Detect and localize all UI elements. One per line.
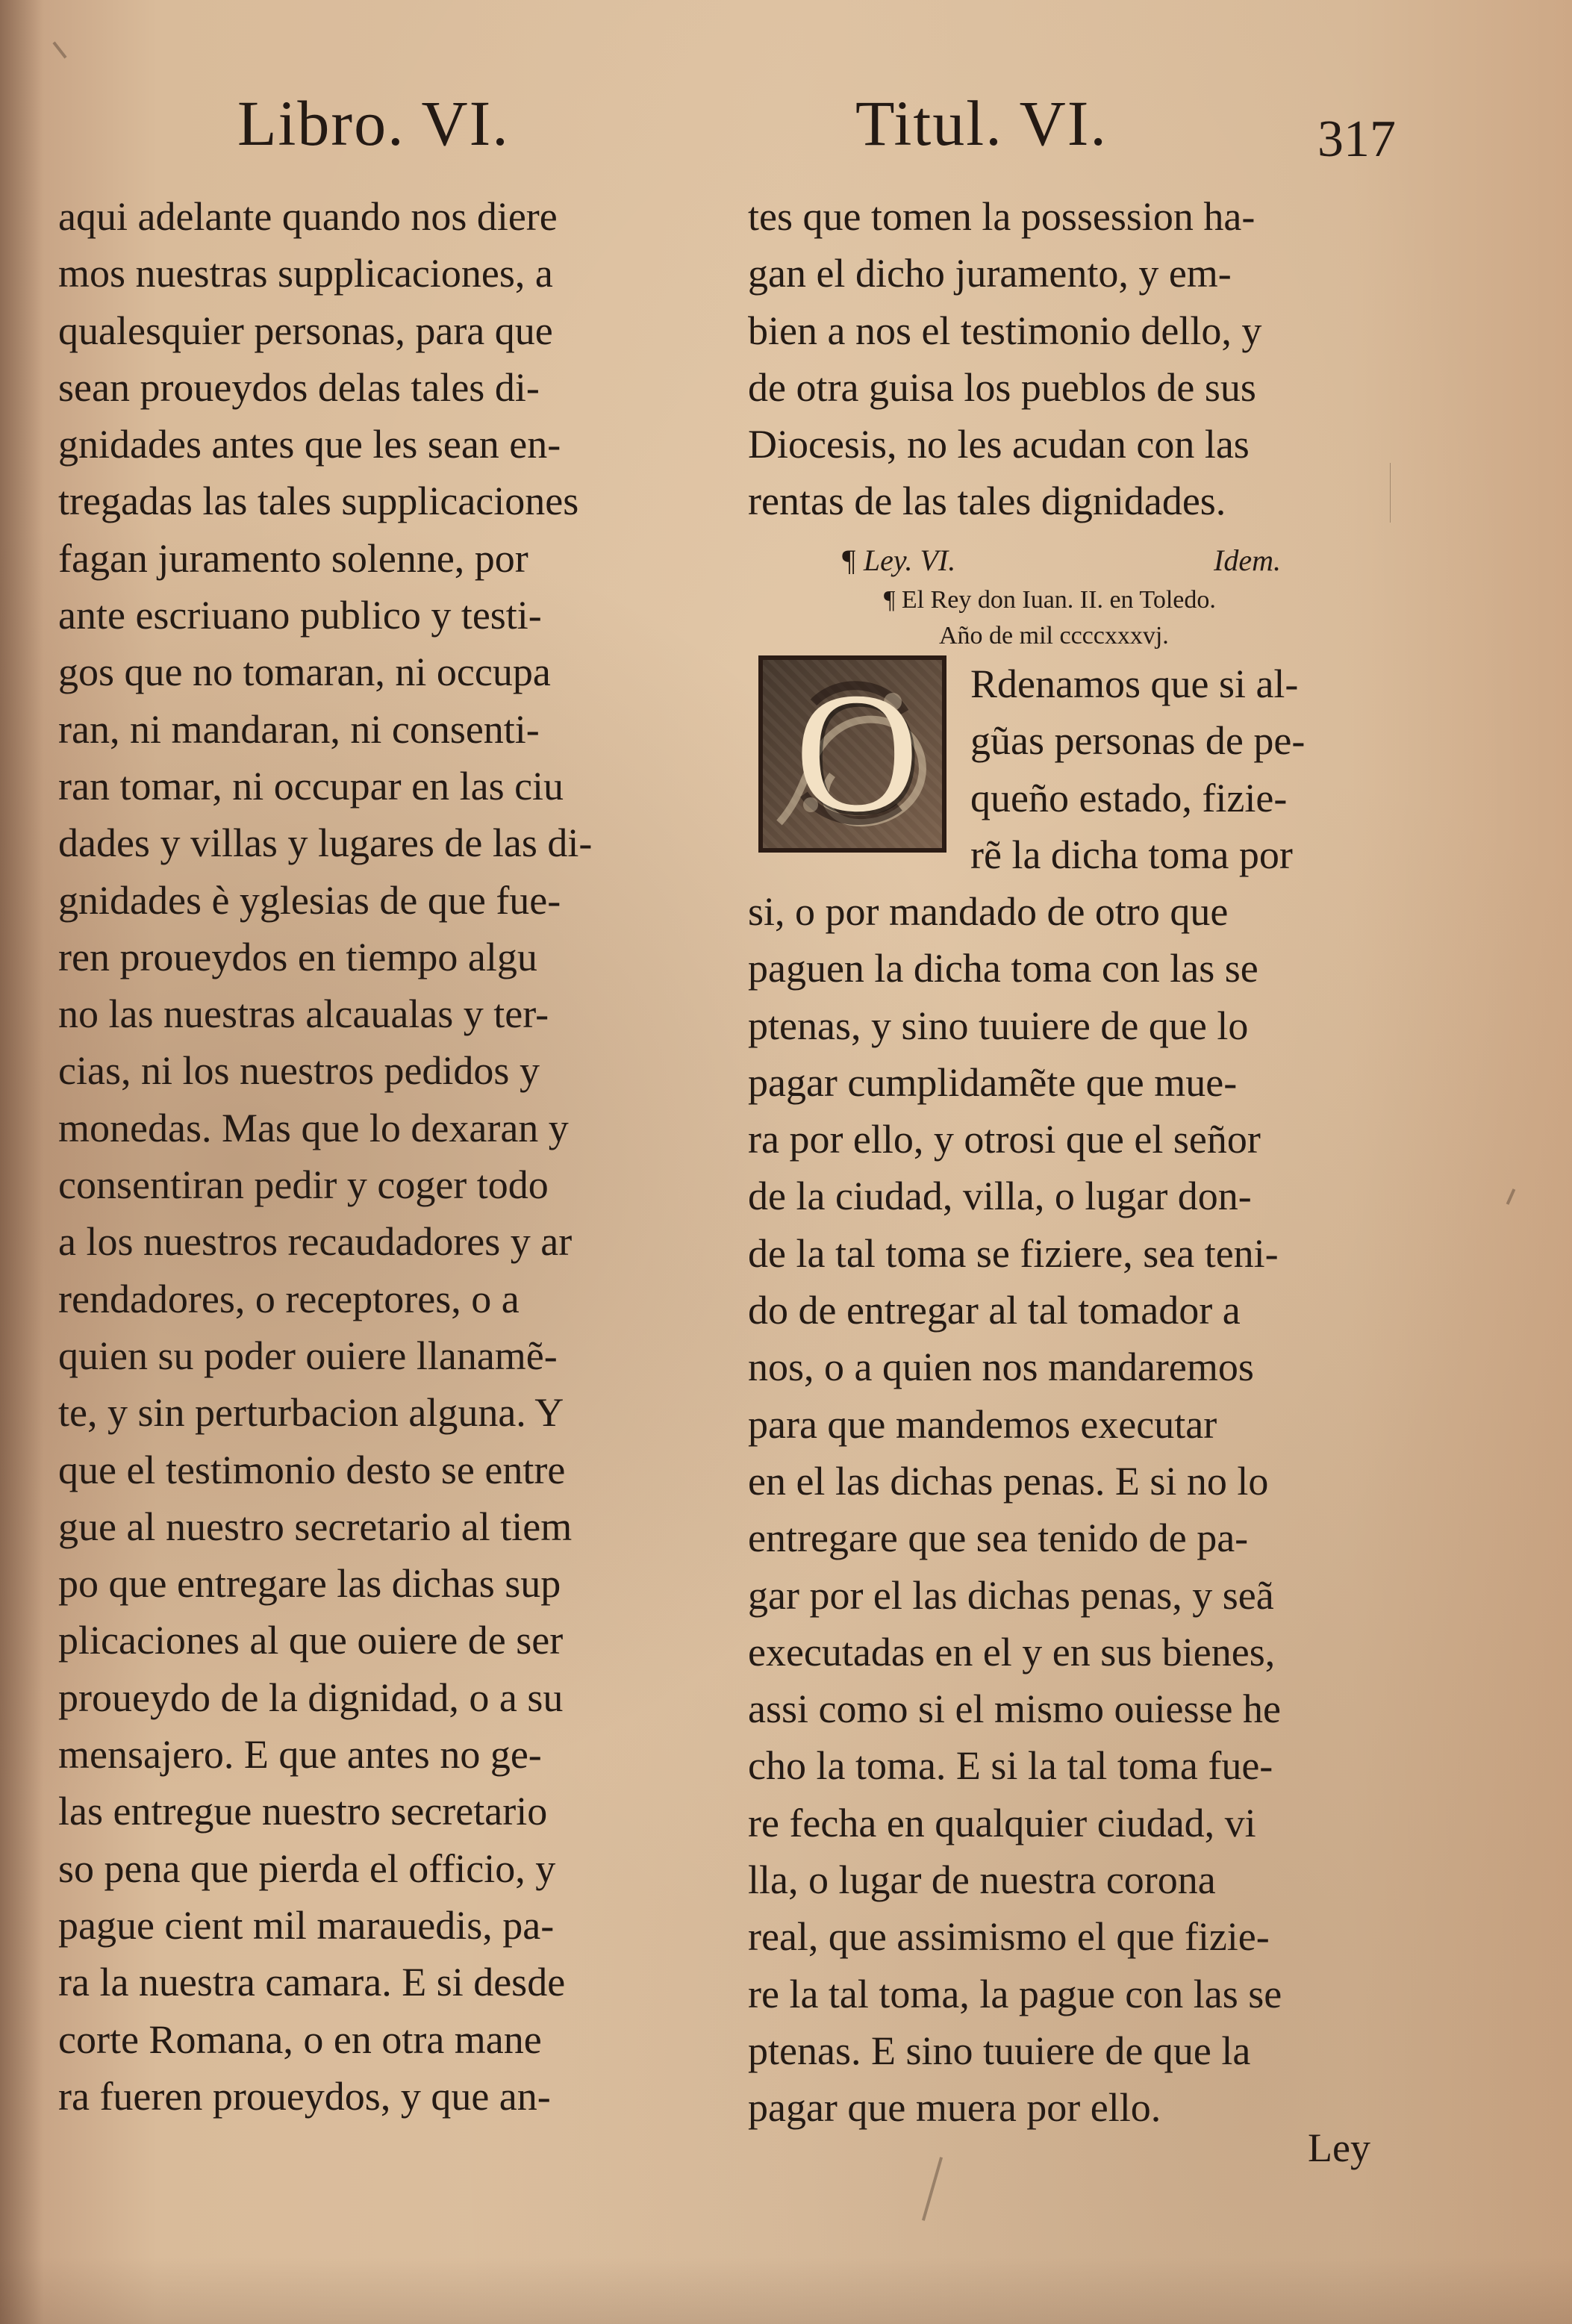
- left-text-line: ra fueren proueydos, y que an-: [58, 2073, 551, 2119]
- right-text-line: de otra guisa los pueblos de sus: [748, 364, 1256, 410]
- right-text-line: rẽ la dicha toma por: [970, 832, 1293, 877]
- page-number: 317: [1317, 110, 1396, 168]
- law-year: Año de mil ccccxxxvj.: [939, 622, 1169, 649]
- right-text-line: ptenas, y sino tuuiere de que lo: [748, 1003, 1249, 1048]
- left-text-line: consentiran pedir y coger todo: [58, 1162, 549, 1208]
- law-source: ¶ El Rey don Iuan. II. en Toledo.: [884, 586, 1216, 614]
- left-text-line: te, y sin perturbacion alguna. Y: [58, 1390, 564, 1436]
- left-text-line: ra la nuestra camara. E si desde: [58, 1960, 566, 2005]
- catchword: Ley: [1308, 2125, 1370, 2170]
- right-text-line: tes que tomen la possession ha-: [748, 194, 1256, 239]
- left-text-line: so pena que pierda el officio, y: [58, 1845, 556, 1891]
- paper-mark: [922, 2157, 943, 2221]
- page-gutter-shadow: [0, 0, 43, 2324]
- paper-mark: [52, 42, 66, 59]
- left-text-line: rendadores, o receptores, o a: [58, 1276, 520, 1321]
- right-text-line: re la tal toma, la pague con las se: [748, 1971, 1282, 2016]
- right-text-line: si, o por mandado de otro que: [748, 889, 1229, 934]
- right-text-line: en el las dichas penas. E si no lo: [748, 1458, 1269, 1504]
- page-bottom-shadow: [0, 2257, 1572, 2324]
- left-text-line: a los nuestros recaudadores y ar: [58, 1219, 573, 1265]
- right-text-line: gan el dicho juramento, y em-: [748, 251, 1232, 296]
- margin-rule: [1390, 463, 1391, 523]
- law-number: ¶ Ley. VI.: [840, 543, 956, 577]
- right-text-line: de la ciudad, villa, o lugar don-: [748, 1174, 1252, 1219]
- right-text-line: ptenas. E sino tuuiere de que la: [748, 2028, 1251, 2073]
- left-text-line: pague cient mil marauedis, pa-: [58, 1902, 555, 1948]
- left-text-line: cias, ni los nuestros pedidos y: [58, 1048, 540, 1094]
- right-text-line: queño estado, fizie-: [970, 775, 1288, 820]
- right-text-line: real, que assimismo el que fizie-: [748, 1914, 1270, 1960]
- left-text-line: las entregue nuestro secretario: [58, 1789, 548, 1834]
- running-head-left: Libro. VI.: [237, 87, 510, 159]
- right-text-line: gũas personas de pe-: [970, 718, 1306, 764]
- right-text-line: ra por ello, y otrosi que el señor: [748, 1117, 1261, 1162]
- left-text-line: ante escriuano publico y testi-: [58, 593, 542, 638]
- right-text-column-initial-lines: [970, 655, 1388, 883]
- law-idem: Idem.: [1214, 543, 1281, 577]
- law-heading-block: [840, 539, 1326, 654]
- right-text-line: pagar que muera por ello.: [748, 2085, 1161, 2131]
- left-text-line: po que entregare las dichas sup: [58, 1561, 561, 1607]
- left-text-line: qualesquier personas, para que: [58, 308, 553, 353]
- right-text-line: bien a nos el testimonio dello, y: [748, 308, 1262, 353]
- right-text-line: de la tal toma se fiziere, sea teni-: [748, 1230, 1279, 1276]
- right-text-column-body: [748, 883, 1390, 2137]
- left-text-line: gnidades è yglesias de que fue-: [58, 877, 561, 923]
- right-text-line: assi como si el mismo ouiesse he: [748, 1686, 1281, 1732]
- left-text-line: plicaciones al que ouiere de ser: [58, 1618, 564, 1663]
- left-text-line: monedas. Mas que lo dexaran y: [58, 1105, 569, 1150]
- left-text-line: mensajero. E que antes no ge-: [58, 1732, 542, 1778]
- law-heading: [840, 539, 1326, 582]
- right-text-line: do de entregar al tal tomador a: [748, 1288, 1241, 1333]
- right-text-line: lla, o lugar de nuestra corona: [748, 1857, 1216, 1903]
- left-text-line: proueydo de la dignidad, o a su: [58, 1675, 564, 1720]
- left-text-line: ren proueydos en tiempo algu: [58, 934, 537, 979]
- right-text-line: re fecha en qualquier ciudad, vi: [748, 1800, 1256, 1845]
- left-text-line: no las nuestras alcaualas y ter-: [58, 991, 549, 1037]
- right-text-line: executadas en el y en sus bienes,: [748, 1629, 1276, 1675]
- left-text-line: ran, ni mandaran, ni consenti-: [58, 706, 540, 752]
- initial-letter: O: [794, 657, 920, 847]
- left-text-line: gnidades antes que les sean en-: [58, 422, 561, 467]
- left-text-line: sean proueydos delas tales di-: [58, 364, 540, 410]
- running-head-right: Titul. VI.: [855, 87, 1108, 159]
- right-text-line: paguen la dicha toma con las se: [748, 946, 1258, 991]
- left-text-line: gos que no tomaran, ni occupa: [58, 649, 551, 695]
- right-text-line: gar por el las dichas penas, y seã: [748, 1572, 1274, 1618]
- left-text-column: [58, 188, 697, 2125]
- right-text-line: para que mandemos executar: [748, 1401, 1217, 1447]
- left-text-line: corte Romana, o en otra mane: [58, 2016, 542, 2062]
- left-text-line: tregadas las tales supplicaciones: [58, 479, 579, 524]
- right-text-line: pagar cumplidamẽte que mue-: [748, 1059, 1238, 1105]
- left-text-line: aqui adelante quando nos diere: [58, 194, 558, 239]
- right-text-line: rentas de las tales dignidades.: [748, 479, 1226, 524]
- left-text-line: fagan juramento solenne, por: [58, 535, 528, 581]
- left-text-line: que el testimonio desto se entre: [58, 1447, 566, 1492]
- right-text-line: entregare que sea tenido de pa-: [748, 1515, 1249, 1561]
- decorative-initial: [758, 655, 946, 853]
- right-text-line: cho la toma. E si la tal toma fue-: [748, 1743, 1273, 1789]
- left-text-line: gue al nuestro secretario al tiem: [58, 1504, 573, 1549]
- right-text-line: nos, o a quien nos mandaremos: [748, 1345, 1254, 1390]
- right-text-line: Rdenamos que si al-: [970, 661, 1299, 706]
- left-text-line: dades y villas y lugares de las di-: [58, 820, 593, 866]
- paper-mark: [1506, 1189, 1516, 1205]
- right-text-column-top: [748, 188, 1390, 530]
- left-text-line: quien su poder ouiere llanamẽ-: [58, 1333, 558, 1378]
- right-text-line: Diocesis, no les acudan con las: [748, 422, 1250, 467]
- left-text-line: ran tomar, ni occupar en las ciu: [58, 763, 564, 809]
- left-text-line: mos nuestras supplicaciones, a: [58, 251, 553, 296]
